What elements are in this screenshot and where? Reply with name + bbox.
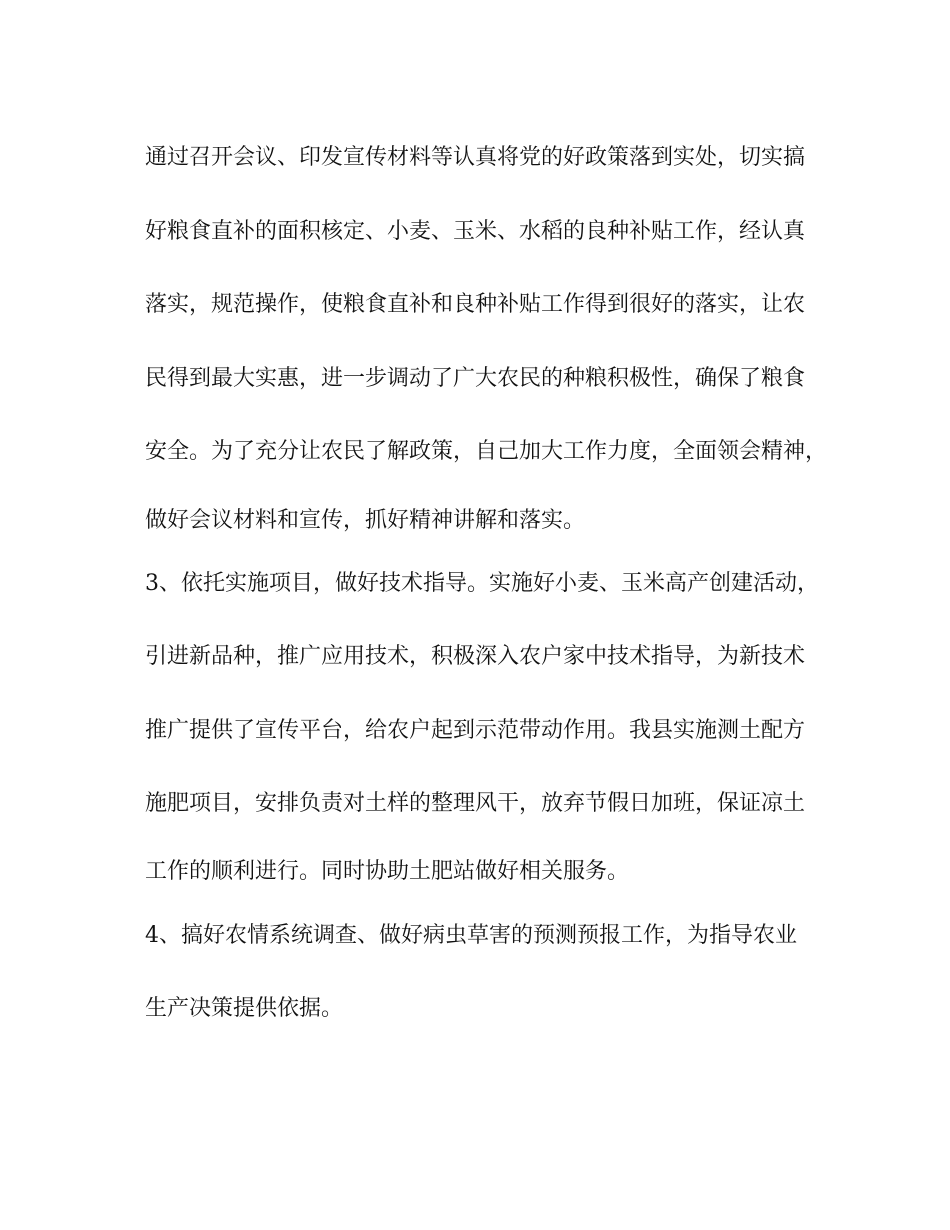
text-line: 3、依托实施项目，做好技术指导。实施好小麦、玉米高产创建活动， — [145, 571, 819, 596]
text-line: 推广提供了宣传平台，给农户起到示范带动作用。我县实施测土配方 — [145, 718, 806, 743]
text-line: 施肥项目，安排负责对土样的整理风干，放弃节假日加班，保证凉土 — [145, 791, 806, 816]
text-line: 工作的顺利进行。同时协助土肥站做好相关服务。 — [145, 859, 630, 884]
text-line: 做好会议材料和宣传，抓好精神讲解和落实。 — [145, 508, 586, 533]
text-line: 好粮食直补的面积核定、小麦、玉米、水稻的良种补贴工作，经认真 — [145, 219, 806, 244]
text-line: 安全。为了充分让农民了解政策，自己加大工作力度，全面领会精神， — [145, 439, 828, 464]
text-line: 生产决策提供依据。 — [145, 996, 344, 1021]
text-line: 4、搞好农情系统调查、做好病虫草害的预测预报工作，为指导农业 — [145, 923, 797, 948]
text-line: 民得到最大实惠，进一步调动了广大农民的种粮积极性，确保了粮食 — [145, 366, 806, 391]
text-line: 通过召开会议、印发宣传材料等认真将党的好政策落到实处，切实搞 — [145, 145, 806, 170]
text-line: 引进新品种，推广应用技术，积极深入农户家中技术指导，为新技术 — [145, 644, 806, 669]
text-line: 落实，规范操作，使粮食直补和良种补贴工作得到很好的落实，让农 — [145, 292, 806, 317]
